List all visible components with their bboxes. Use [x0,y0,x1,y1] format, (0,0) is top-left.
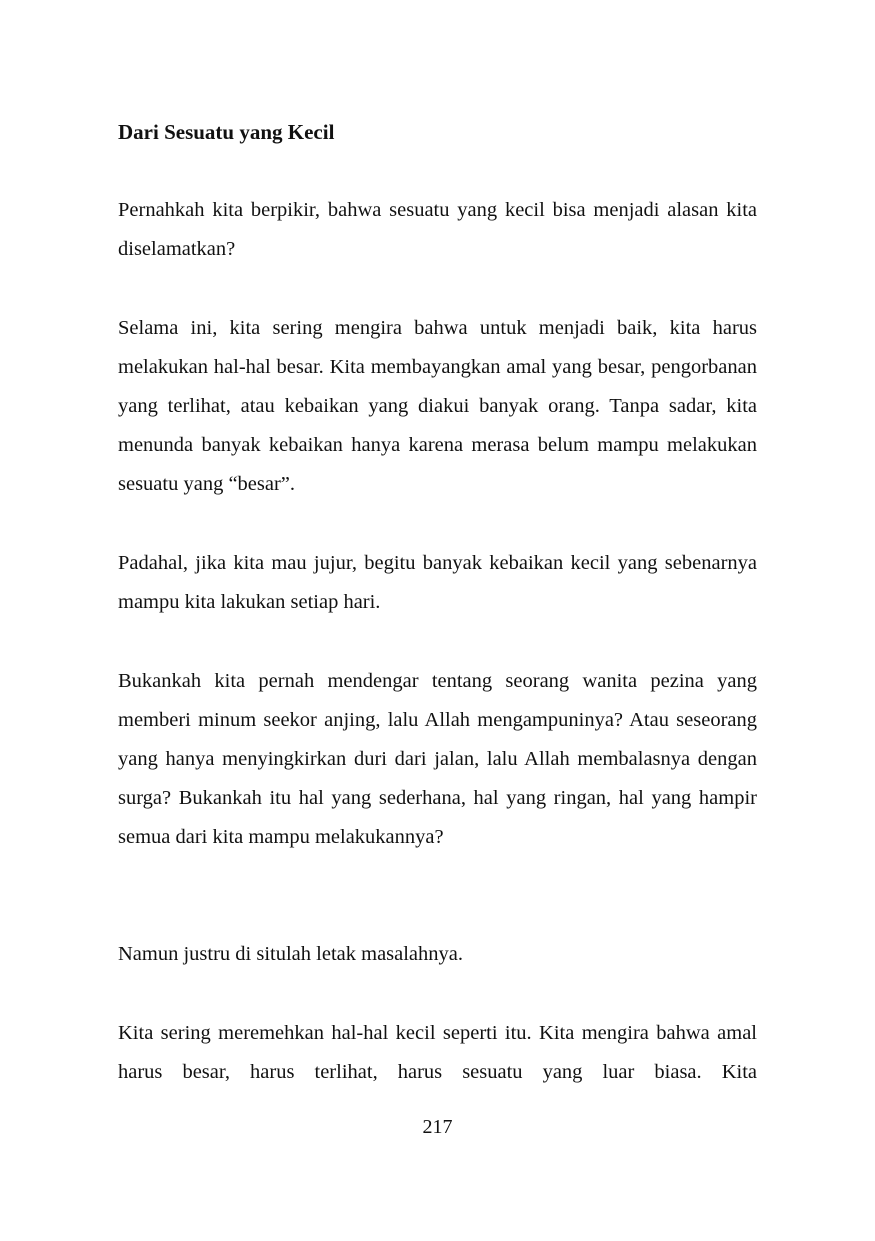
paragraph-4: Bukankah kita pernah mendengar tentang seorang wanita pezina yang memberi minum seekor anjing, lalu Allah mengampuninya? Atau seseorang yang hanya menyingkirkan duri dari jalan, lalu Allah membalasnya dengan surga? Bukankah itu hal yang sederhana, hal yang ringan, hal yang hampir semua dari kita mampu melakukannya? [118,670,757,848]
paragraph-3: Padahal, jika kita mau jujur, begitu banyak kebaikan kecil yang sebenarnya mampu kita lakukan setiap hari. [118,552,757,613]
section-heading: Dari Sesuatu yang Kecil [118,120,335,144]
paragraph-6: Kita sering meremehkan hal-hal kecil seperti itu. Kita mengira bahwa amal harus besar, harus terlihat, harus sesuatu yang luar biasa. Kita [118,1022,757,1083]
page-number: 217 [422,1116,453,1138]
book-page [118,0,757,1241]
paragraph-1: Pernahkah kita berpikir, bahwa sesuatu yang kecil bisa menjadi alasan kita diselamatkan? [118,199,757,260]
paragraph-2: Selama ini, kita sering mengira bahwa untuk menjadi baik, kita harus melakukan hal-hal besar. Kita membayangkan amal yang besar, pengorbanan yang terlihat, atau kebaikan yang diakui banyak orang. Tanpa sadar, kita menunda banyak kebaikan hanya karena merasa belum mampu melakukan sesuatu yang “besar”. [118,317,757,495]
paragraph-5: Namun justru di situlah letak masalahnya. [118,943,464,965]
